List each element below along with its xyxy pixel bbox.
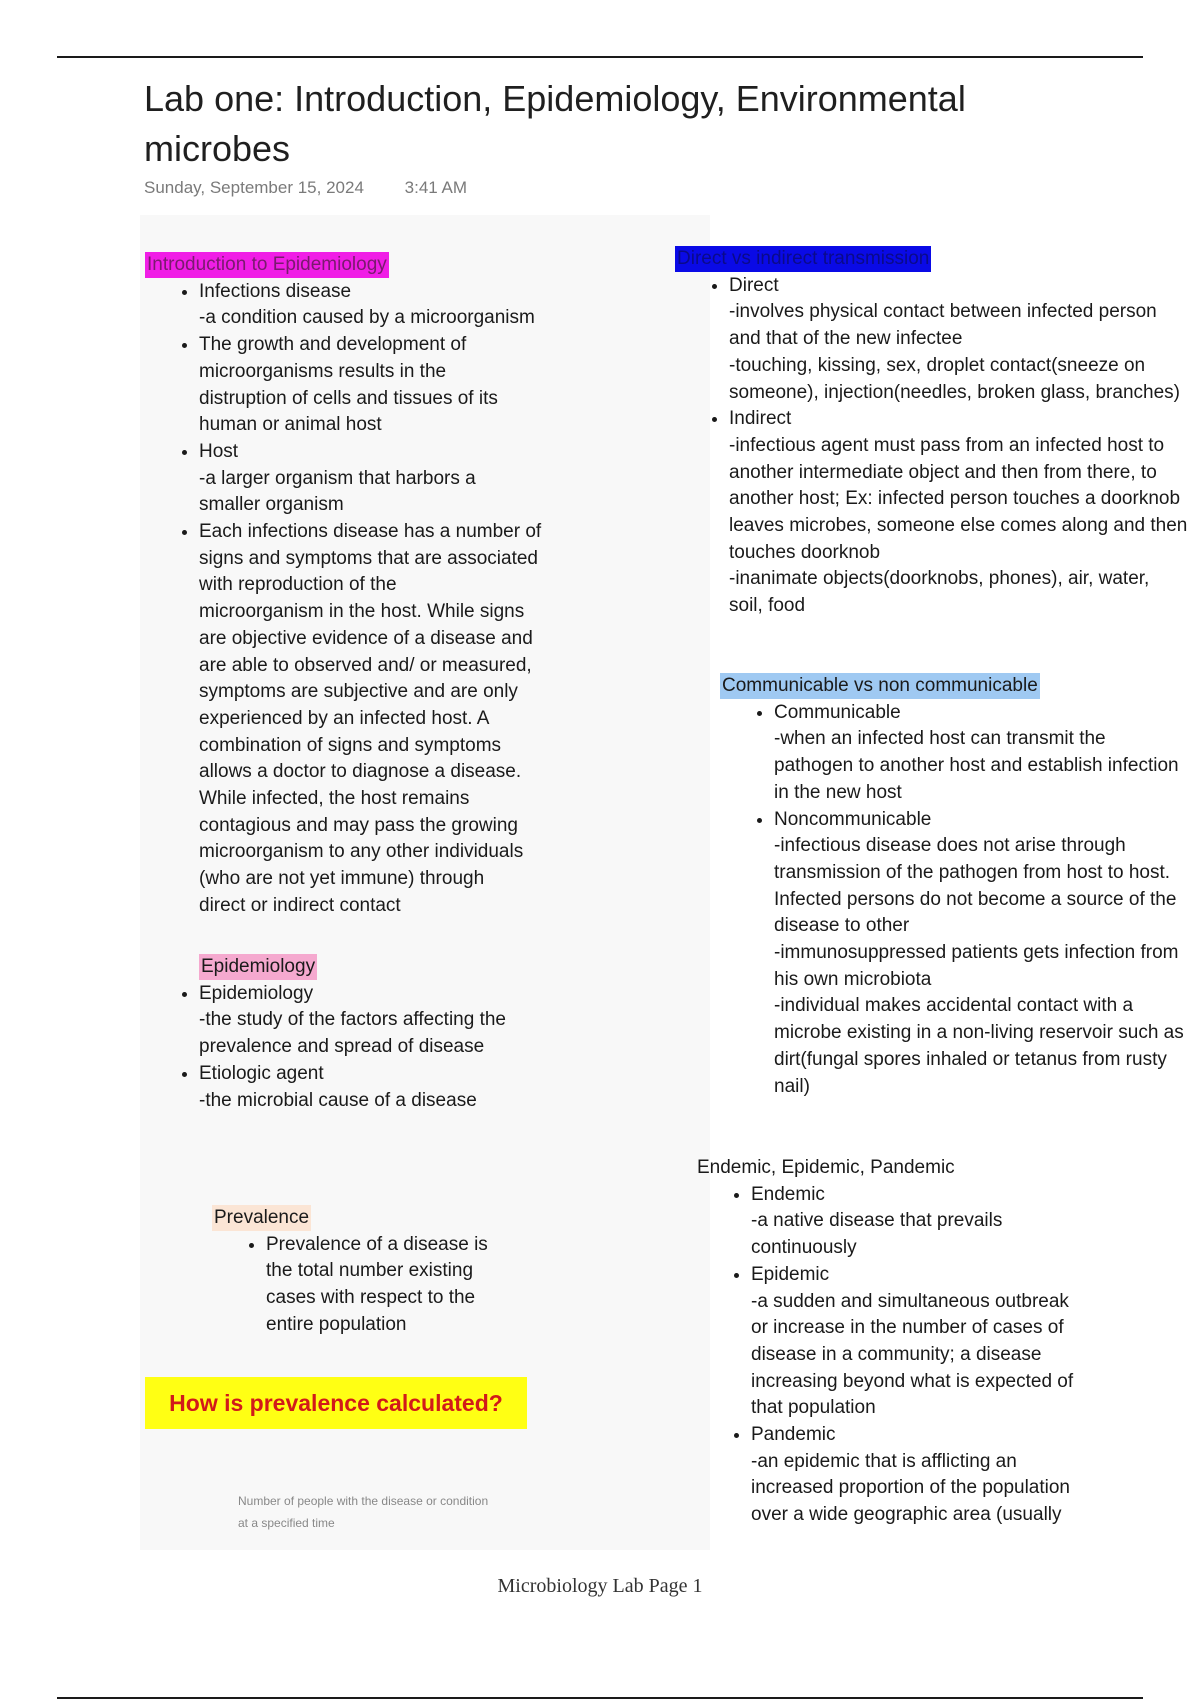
list-item: • Infections disease -a condition caused by a microorganism [199,279,575,332]
list-item: • Each infections disease has a number of signs and symptoms that are associated with reproduction of the microorganism in the host. While signs are objective evidence of a disease and are able to observed and/ or measured, symptoms are subjective and are only experienced by an infected host. A combination of signs and symptoms allows a doctor to diagnose a disease. While infected, the host remains contagious and may pass the growing microorganism to any other individuals (who are not yet immune) through direct or indirect contact [199,519,575,920]
epidemiology-heading: Epidemiology [199,954,317,980]
list-item: • Epidemiology -the study of the factors affecting the prevalence and spread of disease [199,981,575,1061]
intro-heading: Introduction to Epidemiology [145,252,389,278]
epidemiology-section [145,954,575,1114]
question-box: How is prevalence calculated? [145,1377,527,1429]
communicable-section [720,673,1198,1100]
list-item: • Direct -involves physical contact between infected person and that of the new infectee -touching, kissing, sex, droplet contact(sneeze on someone), injection(needles, broken glass, branches) [729,273,1195,407]
communicable-list [720,700,1198,1101]
list-item: • Indirect -infectious agent must pass from an infected host to another intermediate object and then from there, to another host; Ex: infected person touches a doorknob leaves microbes, someone else comes along and then touches doorknob -inanimate objects(doorknobs, phones), air, water, soil, food [729,406,1195,620]
prevalence-section [212,1205,532,1339]
page-meta [144,178,503,198]
list-item: • Epidemic -a sudden and simultaneous outbreak or increase in the number of cases of disease in a community; a disease increasing beyond what is expected of that population [751,1262,1137,1422]
endemic-list [697,1182,1137,1529]
list-item: • Communicable -when an infected host can transmit the pathogen to another host and establish infection in the new host [774,700,1198,807]
formula-text: Number of people with the disease or condition at a specified time [238,1494,489,1530]
epidemiology-list [145,981,575,1115]
direct-list [675,273,1195,620]
intro-list [145,279,575,920]
page-date: Sunday, September 15, 2024 [144,178,364,197]
list-item: • Noncommunicable -infectious disease does not arise through transmission of the pathogen from host to host. Infected persons do not become a source of the disease to other -immunosuppressed patients gets infection from his own microbiota -individual makes accidental contact with a microbe existing in a non-living reservoir such as dirt(fungal spores inhaled or tetanus from rusty nail) [774,807,1198,1101]
prevalence-list [212,1232,532,1339]
bottom-rule [57,1697,1143,1699]
intro-section [145,252,575,920]
list-item: • Etiologic agent -the microbial cause of a disease [199,1061,575,1114]
endemic-heading: Endemic, Epidemic, Pandemic [697,1157,955,1178]
direct-heading: Direct vs indirect transmission [675,246,931,272]
prevalence-heading: Prevalence [212,1205,311,1231]
list-item: • Host -a larger organism that harbors a smaller organism [199,439,575,519]
list-item: • Pandemic -an epidemic that is afflicting an increased proportion of the population over a wide geographic area (usually [751,1422,1137,1529]
endemic-section [697,1155,1137,1529]
list-item: • The growth and development of microorganisms results in the distruption of cells and tissues of its human or animal host [199,332,575,439]
list-item: • Prevalence of a disease is the total number existing cases with respect to the entire population [266,1232,532,1339]
direct-section [675,246,1195,620]
page-title: Lab one: Introduction, Epidemiology, Environmental microbes [144,78,966,169]
page-time: 3:41 AM [404,178,468,197]
list-item: • Endemic -a native disease that prevails continuously [751,1182,1137,1262]
top-rule [57,56,1143,58]
communicable-heading: Communicable vs non communicable [720,673,1040,699]
page-footer: Microbiology Lab Page 1 [497,1575,703,1597]
